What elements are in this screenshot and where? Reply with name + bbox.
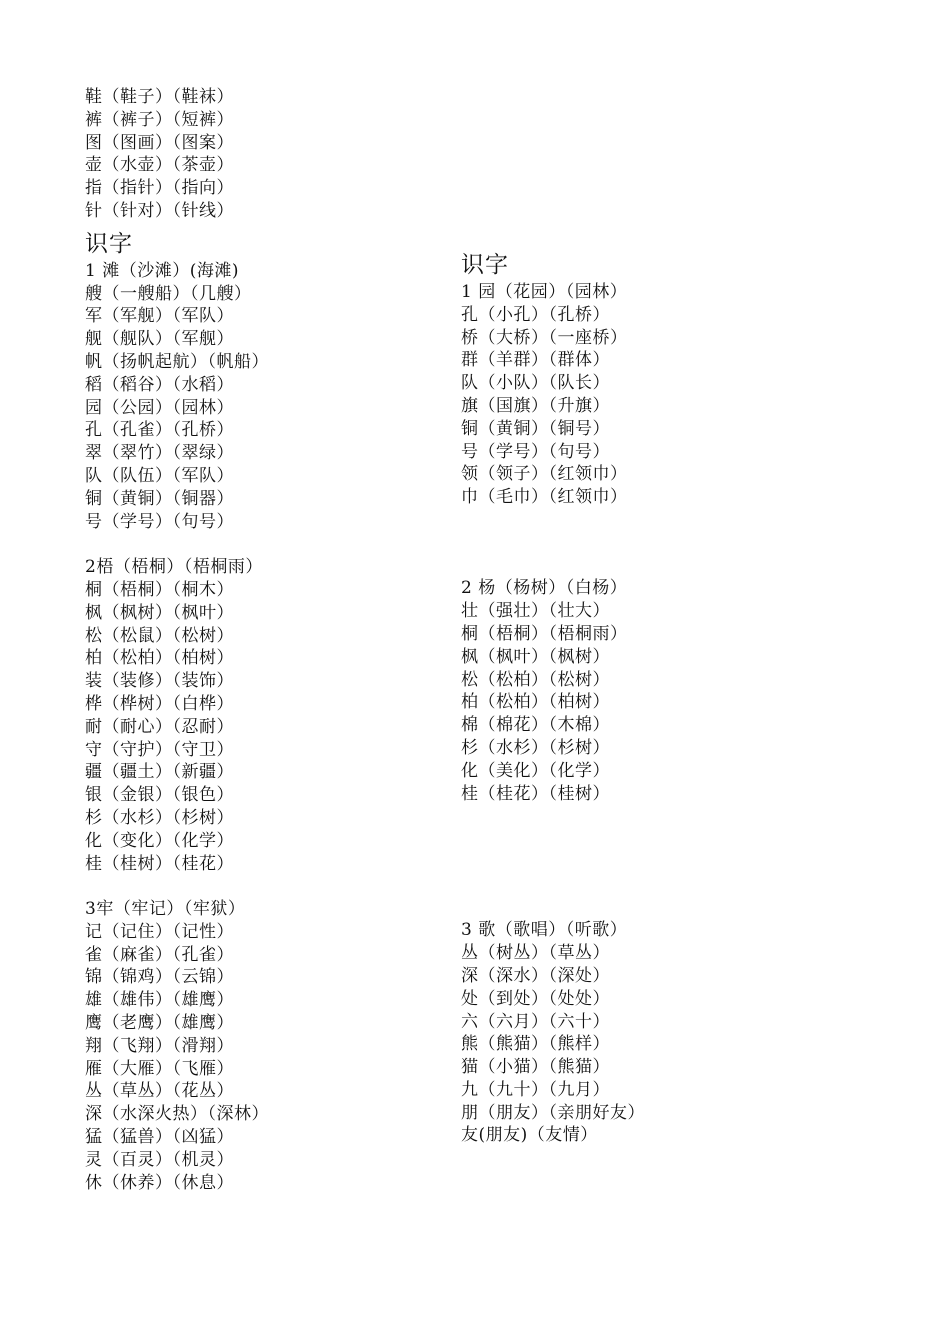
vocab-line: 丛（树丛）（草丛） <box>461 943 610 964</box>
vocab-line: 耐（耐心）（忍耐） <box>85 716 234 737</box>
vocab-line: 疆（疆土）（新疆） <box>85 762 234 783</box>
vocab-line: 枫（枫叶）（枫树） <box>461 646 610 667</box>
vocab-line: 记（记住）（记性） <box>85 921 234 942</box>
vocab-line: 棉（棉花）（木棉） <box>461 715 610 736</box>
vocab-line: 鹰（老鹰）（雄鹰） <box>85 1013 234 1034</box>
left-column <box>85 86 435 1194</box>
vocab-line: 帆（扬帆起航）（帆船） <box>85 351 269 372</box>
vocab-line: 桂（桂树）（桂花） <box>85 853 234 874</box>
vocab-line: 雀（麻雀）（孔雀） <box>85 944 234 965</box>
vocab-line: 孔（小孔）（孔桥） <box>461 304 610 325</box>
right-column <box>461 244 861 1147</box>
vocab-line: 军（军舰）（军队） <box>85 306 234 327</box>
vocab-line: 猛（猛兽）（凶猛） <box>85 1127 234 1148</box>
vocab-line: 壶（水壶）（茶壶） <box>85 155 234 176</box>
spacer <box>461 805 861 828</box>
vocab-line: 雁（大雁）（飞雁） <box>85 1058 234 1079</box>
intro-list <box>85 86 435 223</box>
vocab-line: 灵（百灵）（机灵） <box>85 1149 234 1170</box>
vocab-line: 艘（一艘船）（几艘） <box>85 283 252 304</box>
vocab-line: 指（指针）（指向） <box>85 178 234 199</box>
vocab-line: 六（六月）（六十） <box>461 1011 610 1032</box>
vocab-line: 雄（雄伟）（雄鹰） <box>85 990 234 1011</box>
vocab-line: 化（美化）（化学） <box>461 760 610 781</box>
vocab-line: 友(朋友)（友情） <box>461 1125 598 1146</box>
vocab-line: 裤（裤子）（短裤） <box>85 109 234 130</box>
vocab-line: 1 滩（沙滩）(海滩) <box>85 260 239 281</box>
left-section-1 <box>85 260 435 534</box>
left-section-2 <box>85 556 435 875</box>
vocab-line: 壮（强壮）（壮大） <box>461 601 610 622</box>
vocab-line: 队（队伍）（军队） <box>85 465 234 486</box>
vocab-line: 锦（锦鸡）（云锦） <box>85 967 234 988</box>
vocab-line: 孔（孔雀）（孔桥） <box>85 420 234 441</box>
vocab-line: 丛（草丛）（花丛） <box>85 1081 234 1102</box>
vocab-line: 3牢（牢记）（牢狱） <box>85 899 246 920</box>
vocab-line: 队（小队）（队长） <box>461 373 610 394</box>
vocab-line: 翔（飞翔）（滑翔） <box>85 1035 234 1056</box>
vocab-line: 休（休养）（休息） <box>85 1172 234 1193</box>
vocab-line: 号（学号）（句号） <box>85 511 234 532</box>
vocab-line: 图（图画）（图案） <box>85 132 234 153</box>
spacer <box>461 851 861 874</box>
vocab-line: 稻（稻谷）（水稻） <box>85 374 234 395</box>
vocab-line: 深（水深火热）（深林） <box>85 1104 269 1125</box>
vocab-line: 桥（大桥）（一座桥） <box>461 327 628 348</box>
left-section-3 <box>85 898 435 1194</box>
vocab-line: 松（松柏）（松树） <box>461 669 610 690</box>
vocab-line: 九（九十）（九月） <box>461 1079 610 1100</box>
vocab-line: 处（到处）（处处） <box>461 988 610 1009</box>
right-section-heading: 识字 <box>461 252 509 278</box>
vocab-line: 号（学号）（句号） <box>461 441 610 462</box>
vocab-line: 铜（黄铜）（铜号） <box>461 418 610 439</box>
vocab-line: 桐（梧桐）（梧桐雨） <box>461 623 628 644</box>
vocab-line: 装（装修）（装饰） <box>85 671 234 692</box>
vocab-line: 杉（水杉）（杉树） <box>461 737 610 758</box>
vocab-line: 翠（翠竹）（翠绿） <box>85 443 234 464</box>
vocab-line: 针（针对）（针线） <box>85 200 234 221</box>
vocab-line: 2梧（梧桐）（梧桐雨） <box>85 557 263 578</box>
vocab-line: 熊（熊猫）（熊样） <box>461 1034 610 1055</box>
vocab-line: 群（羊群）（群体） <box>461 350 610 371</box>
vocab-line: 旗（国旗）（升旗） <box>461 395 610 416</box>
vocab-line: 桂（桂花）（桂树） <box>461 783 610 804</box>
vocab-line: 柏（松柏）（柏树） <box>461 692 610 713</box>
vocab-line: 桦（桦树）（白桦） <box>85 693 234 714</box>
vocab-line: 2 杨（杨树）（白杨） <box>461 578 628 599</box>
vocab-line: 枫（枫树）（枫叶） <box>85 602 234 623</box>
vocab-line: 柏（松柏）（柏树） <box>85 648 234 669</box>
right-section-2 <box>461 577 861 805</box>
vocab-line: 领（领子）（红领巾） <box>461 464 628 485</box>
vocab-line: 深（深水）（深处） <box>461 965 610 986</box>
vocab-line: 杉（水杉）（杉树） <box>85 807 234 828</box>
vocab-line: 松（松鼠）（松树） <box>85 625 234 646</box>
vocab-line: 猫（小猫）（熊猫） <box>461 1057 610 1078</box>
vocab-line: 朋（朋友）（亲朋好友） <box>461 1102 645 1123</box>
right-section-3 <box>461 919 861 1147</box>
vocab-line: 园（公园）（园林） <box>85 397 234 418</box>
spacer <box>461 897 861 920</box>
right-section-1 <box>461 281 861 509</box>
vocab-line: 鞋（鞋子）（鞋袜） <box>85 87 234 107</box>
vocab-line: 3 歌（歌唱）（听歌） <box>461 920 628 941</box>
spacer <box>461 555 861 578</box>
spacer <box>85 533 435 556</box>
vocab-line: 1 园（花园）（园林） <box>461 282 628 302</box>
spacer <box>85 875 435 898</box>
vocab-line: 桐（梧桐）（桐木） <box>85 579 234 600</box>
spacer <box>461 532 861 555</box>
vocab-line: 铜（黄铜）（铜器） <box>85 488 234 509</box>
vocab-line: 舰（舰队）（军舰） <box>85 329 234 350</box>
vocab-line: 巾（毛巾）（红领巾） <box>461 487 628 508</box>
spacer <box>461 874 861 897</box>
left-section-heading: 识字 <box>85 230 133 257</box>
spacer <box>461 509 861 532</box>
vocab-line: 守（守护）（守卫） <box>85 739 234 760</box>
spacer <box>461 828 861 851</box>
vocab-line: 银（金银）（银色） <box>85 785 234 806</box>
vocab-line: 化（变化）（化学） <box>85 830 234 851</box>
